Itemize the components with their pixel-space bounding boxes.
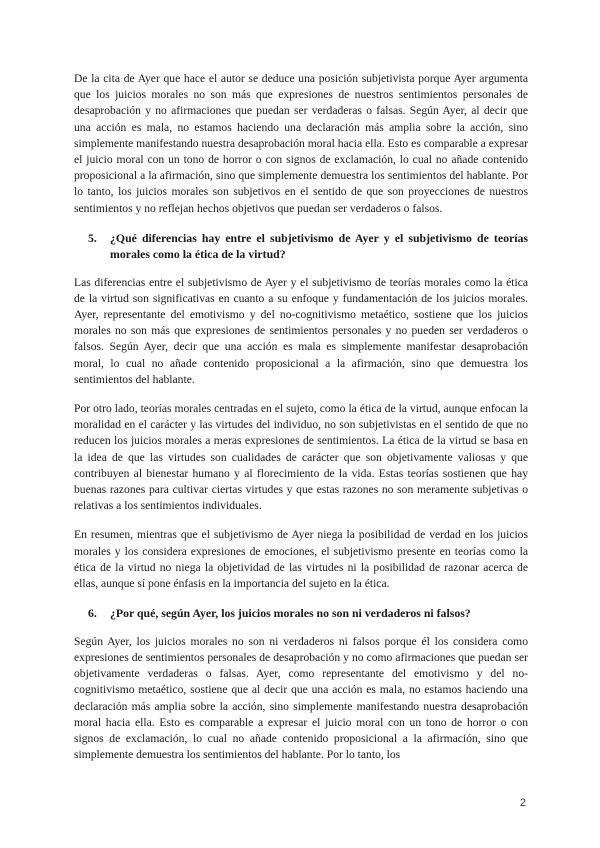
question-5-paragraph-2: Por otro lado, teorías morales centradas en el sujeto, como la ética de la virtud, aunque enfocan la moralidad en el carácter y las virtudes del individuo, no son subjetivistas en el sentido de que no reducen los juicios morales a meras expresiones de sentimientos. La ética de la virtud se basa en la idea de que las virtudes son cualidades de carácter que son objetivamente valiosas y que contribuyen al bienestar humano y al florecimiento de la vida. Estas teorías sostienen que hay buenas razones para cultivar ciertas virtudes y que estas razones no son meramente subjetivas o relativas a los sentimientos individuales. bbox=[74, 402, 528, 513]
question-6-number: 6. bbox=[88, 606, 97, 621]
question-5-heading bbox=[74, 230, 528, 263]
question-5-title: ¿Qué diferencias hay entre el subjetivismo de Ayer y el subjetivismo de teorías morales como la ética de la virtud? bbox=[110, 230, 528, 262]
question-5-paragraph-1: Las diferencias entre el subjetivismo de Ayer y el subjetivismo de teorías morales como la ética de la virtud son significativas en cuanto a su enfoque y fundamentación de los juicios morales. Ayer, representante del emotivismo y del no-cognitivismo metaético, sostiene que los juicios morales no son más que expresiones de sentimientos personales y no pueden ser verdaderos o falsos. Según Ayer, decir que una acción es mala es simplemente manifestar desaprobación moral, lo cual no añade contenido proposicional a la afirmación, sino que demuestra los sentimientos del hablante. bbox=[74, 275, 528, 386]
document-page bbox=[74, 71, 528, 776]
question-6-title: ¿Por qué, según Ayer, los juicios morales no son ni verdaderos ni falsos? bbox=[110, 606, 471, 621]
question-5-number: 5. bbox=[88, 230, 97, 245]
question-6-heading bbox=[74, 605, 528, 621]
question-5-paragraph-3: En resumen, mientras que el subjetivismo de Ayer niega la posibilidad de verdad en los juicios morales y los considera expresiones de emociones, el subjetivismo presente en teorías como la ética de la virtud no niega la objetividad de las virtudes ni la posibilidad de razonar acerca de ellas, aunque sí pone énfasis en la importancia del sujeto en la ética. bbox=[74, 528, 528, 591]
page-number: 2 bbox=[519, 797, 526, 809]
question-6-paragraph-1: Según Ayer, los juicios morales no son ni verdaderos ni falsos porque él los considera como expresiones de sentimientos personales de desaprobación y no como afirmaciones que puedan ser objetivamente verdaderas o falsas. Ayer, como representante del emotivismo y del no-cognitivismo metaético, sostiene que al decir que una acción es mala, no estamos haciendo una declaración más amplia sobre la acción, sino simplemente manifestando nuestra desaprobación moral hacia ella. Esto es comparable a expresar el juicio moral con un tono de horror o con signos de exclamación, lo cual no añade contenido proposicional a la afirmación, sino que simplemente demuestra los sentimientos del hablante. Por lo tanto, los bbox=[74, 634, 528, 762]
intro-paragraph: De la cita de Ayer que hace el autor se deduce una posición subjetivista porque Ayer argumenta que los juicios morales no son más que expresiones de nuestros sentimientos personales de desaprobación y no afirmaciones que puedan ser verdaderas o falsas. Según Ayer, al decir que una acción es mala, no estamos haciendo una declaración más amplia sobre la acción, sino simplemente manifestando nuestra desaprobación moral hacia ella. Esto es comparable a expresar el juicio moral con un tono de horror o con signos de exclamación, lo cual no añade contenido proposicional a la afirmación, sino que simplemente demuestra los sentimientos del hablante. Por lo tanto, los juicios morales son subjetivos en el sentido de que son proyecciones de nuestros sentimientos y no reflejan hechos objetivos que puedan ser verdaderos o falsos. bbox=[74, 72, 528, 215]
